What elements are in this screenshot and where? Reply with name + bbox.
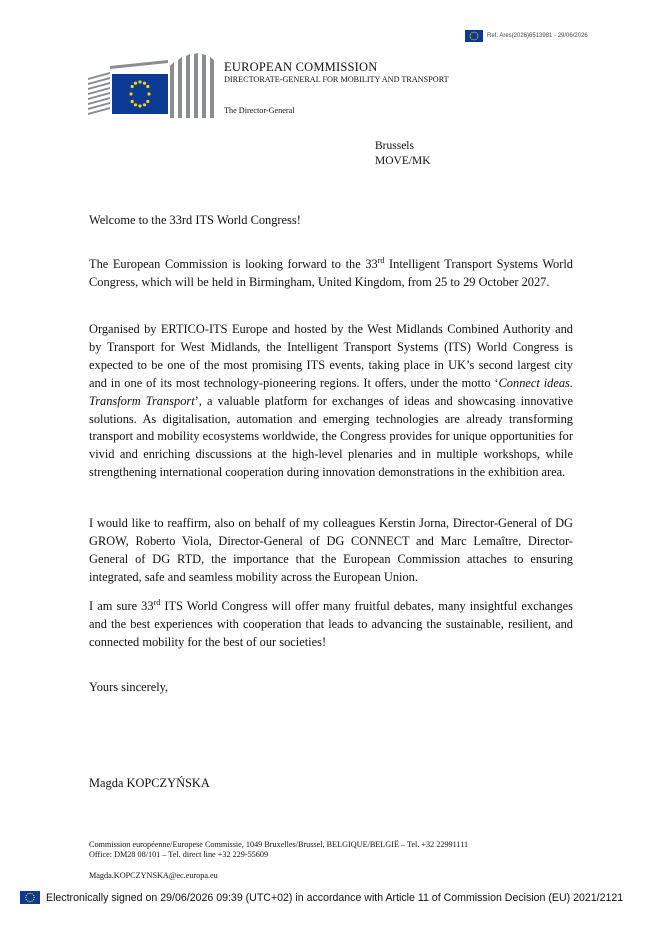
european-commission-logo [88,52,216,120]
sender-role: The Director-General [224,106,295,115]
directorate-name: DIRECTORATE-GENERAL FOR MOBILITY AND TRANSPORT [224,75,449,84]
letter-closing: Yours sincerely, [89,680,169,694]
signer-name: Magda KOPCZYŃSKA [89,776,210,790]
electronic-signature-notice [20,891,623,904]
footer-address: Commission européenne/Europese Commissie, 1049 Bruxelles/Brussel, BELGIQUE/BELGIË – Tel. +32 22991111 [89,840,469,849]
reference-stamp [465,30,588,42]
letter-greeting: Welcome to the 33rd ITS World Congress! [89,213,301,227]
letter-paragraph: Organised by ERTICO-ITS Europe and hosted by the West Midlands Combined Authority and by Transport for West Midlands, the Intelligent Transport Systems (ITS) World Congress is expected to be one of the most promising ITS events, taking place in UK’s second largest city and in one of its most technology-pioneering regions. It offers, under the motto ‘Connect ideas. Transform Transport’, a valuable platform for exchanges of ideas and showcasing innovative solutions. As digitalisation, automation and emerging technologies are already transforming transport and mobility ecosystems worldwide, the Congress provides for unique opportunities for vivid and enriching discussions at the high-level plenaries and in multiple workshops, while strengthening international cooperation during innovation demonstrations in the exhibition area. [89,322,573,480]
electronic-signature-text: Electronically signed on 29/06/2026 09:39 (UTC+02) in accordance with Article 11 of Commission Decision (EU) 2021/2121 [46,891,624,904]
motto: Connect ideas. Transform Transport [89,375,573,408]
reference-number: Ref. Ares(2026)6513981 - 29/06/2026 [487,33,588,39]
footer-email: Magda.KOPCZYNSKA@ec.europa.eu [89,871,218,880]
organization-name: EUROPEAN COMMISSION [224,60,378,74]
location-reference: MOVE/MK [375,155,431,167]
letter-paragraph: The European Commission is looking forward to the 33rd Intelligent Transport Systems World Congress, which will be held in Birmingham, United Kingdom, from 25 to 29 October 2027. [89,255,573,289]
letter-paragraph: I am sure 33rd ITS World Congress will offer many fruitful debates, many insightful exchanges and the best experiences with cooperation that leads to advancing the sustainable, resilient, and connected mobility for the best of our societies! [89,597,573,649]
letter-paragraph: I would like to reaffirm, also on behalf of my colleagues Kerstin Jorna, Director-General of DG GROW, Roberto Viola, Director-General of DG CONNECT and Marc Lemaître, Director-General of DG RTD, the importance that the European Commission attaches to ensuring integrated, safe and seamless mobility across the European Union. [89,516,573,584]
eu-flag-icon [20,891,40,904]
location-city: Brussels [375,140,414,152]
eu-flag-icon [465,30,483,42]
footer-office: Office: DM28 08/101 – Tel. direct line +32 229-55609 [89,850,269,859]
